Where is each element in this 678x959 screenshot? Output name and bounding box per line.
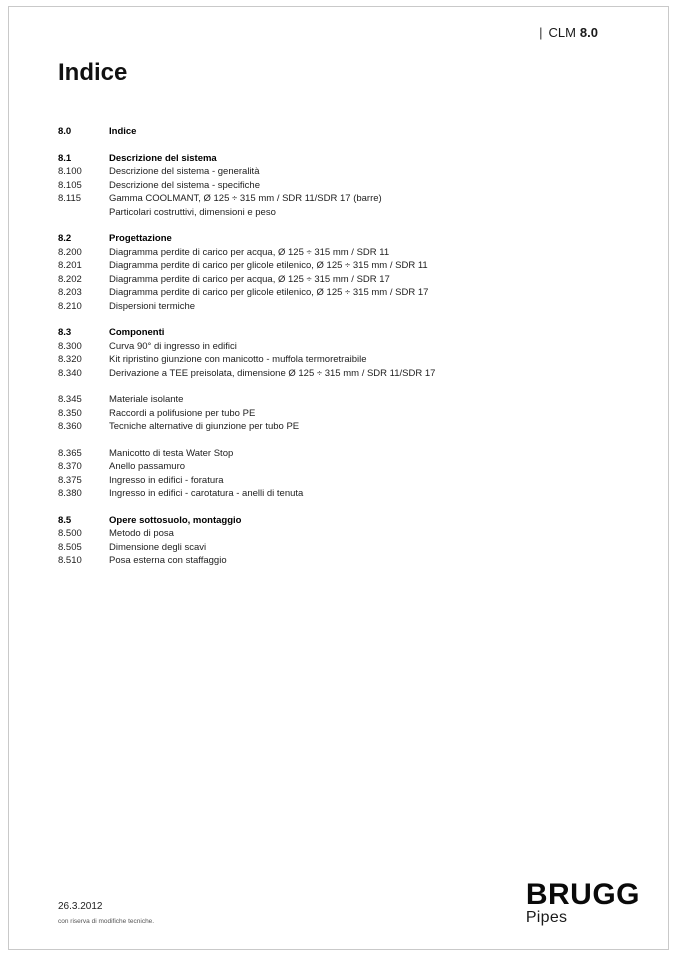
toc-row-label: Ingresso in edifici - foratura (109, 474, 224, 486)
toc-row (58, 487, 632, 501)
toc-row (58, 474, 632, 488)
toc-group (58, 125, 632, 139)
toc-row-number: 8.0 (58, 126, 72, 137)
toc-row (58, 367, 632, 381)
doc-code (539, 25, 598, 40)
toc-row (58, 514, 632, 528)
toc-row-number: 8.202 (58, 273, 82, 285)
brand-subtitle: Pipes (525, 909, 568, 926)
toc-row-label: Materiale isolante (109, 394, 184, 405)
toc-row-number: 8.203 (58, 287, 82, 298)
toc-row (58, 393, 632, 407)
toc-row-number (58, 206, 109, 220)
brand-logo (525, 878, 640, 927)
toc-row (58, 232, 632, 246)
document-page (8, 6, 669, 950)
toc-row-number: 8.380 (58, 488, 82, 499)
toc-row-label: Descrizione del sistema - generalità (109, 166, 260, 177)
footer-date: 26.3.2012 (58, 901, 103, 912)
toc-row (58, 541, 632, 555)
footer (58, 901, 154, 925)
toc-row (58, 447, 632, 461)
toc-row-number: 8.1 (58, 152, 72, 164)
toc-row-label: Metodo di posa (109, 528, 174, 539)
toc-row-label: Descrizione del sistema - specifiche (109, 179, 261, 191)
toc-row-number: 8.210 (58, 300, 82, 312)
toc-row (58, 407, 632, 421)
toc-row-label: Descrizione del sistema (109, 152, 217, 164)
toc-row-label: Particolari costruttivi, dimensioni e peso (109, 206, 276, 218)
brand-name: BRUGG (525, 878, 640, 911)
toc-row (58, 340, 632, 354)
toc-row-label: Manicotto di testa Water Stop (109, 447, 234, 459)
toc-row-number: 8.350 (58, 407, 82, 419)
toc-group (58, 447, 632, 501)
toc-row-label: Componenti (109, 327, 165, 338)
toc-row (58, 192, 632, 206)
toc-row-label: Tecniche alternative di giunzione per tubo PE (109, 421, 300, 432)
toc-row-label: Derivazione a TEE preisolata, dimensione Ø 125 ÷ 315 mm / SDR 11/SDR 17 (109, 367, 436, 379)
toc-row-number: 8.100 (58, 166, 82, 177)
page-title: Indice (58, 59, 128, 86)
toc-row-number: 8.2 (58, 233, 72, 244)
toc-row-number: 8.300 (58, 340, 82, 352)
toc-row-label: Curva 90° di ingresso in edifici (109, 340, 237, 352)
toc-row-number: 8.370 (58, 461, 82, 472)
toc-row (58, 206, 632, 220)
doc-code-number: 8.0 (579, 25, 598, 40)
toc-row-label: Diagramma perdite di carico per glicole etilenico, Ø 125 ÷ 315 mm / SDR 11 (109, 260, 428, 271)
toc-row-label: Diagramma perdite di carico per glicole etilenico, Ø 125 ÷ 315 mm / SDR 17 (109, 287, 429, 298)
toc-row-number: 8.505 (58, 541, 82, 553)
toc-row (58, 165, 632, 179)
toc-row-number: 8.510 (58, 555, 82, 566)
toc-group (58, 232, 632, 313)
toc-row-number: 8.5 (58, 514, 72, 526)
toc-group (58, 514, 632, 568)
toc-row-number: 8.3 (58, 327, 72, 338)
toc-row-label: Ingresso in edifici - carotatura - anelli di tenuta (109, 488, 304, 499)
toc-group (58, 326, 632, 380)
toc-row (58, 273, 632, 287)
toc-row-number: 8.375 (58, 474, 82, 486)
toc-row (58, 286, 632, 300)
toc-row (58, 554, 632, 568)
doc-code-prefix: CLM (548, 25, 576, 40)
toc-row-number: 8.115 (58, 193, 82, 204)
toc-row (58, 326, 632, 340)
toc-row-label: Diagramma perdite di carico per acqua, Ø 125 ÷ 315 mm / SDR 11 (109, 246, 390, 258)
toc-row (58, 152, 632, 166)
toc-row-label: Diagramma perdite di carico per acqua, Ø 125 ÷ 315 mm / SDR 17 (109, 273, 390, 285)
toc-row-number: 8.105 (58, 179, 82, 191)
toc-group (58, 393, 632, 434)
separator-bar: | (539, 25, 543, 40)
toc-row-number: 8.200 (58, 246, 82, 258)
toc-row-label: Anello passamuro (109, 461, 186, 472)
toc-row-label: Opere sottosuolo, montaggio (109, 514, 242, 526)
toc-row (58, 179, 632, 193)
footer-disclaimer: con riserva di modifiche tecniche. (58, 918, 155, 925)
toc-row (58, 527, 632, 541)
toc-row (58, 420, 632, 434)
toc-row-label: Indice (109, 126, 137, 137)
toc-row-number: 8.340 (58, 367, 82, 379)
toc-row-label: Posa esterna con staffaggio (109, 555, 227, 566)
toc-row-label: Raccordi a polifusione per tubo PE (109, 407, 256, 419)
toc-row-number: 8.360 (58, 421, 82, 432)
toc-row-number: 8.320 (58, 354, 82, 365)
toc-row (58, 125, 632, 139)
toc-row-number: 8.365 (58, 447, 82, 459)
toc-row-number: 8.201 (58, 260, 82, 271)
toc-row (58, 259, 632, 273)
toc-row-label: Dispersioni termiche (109, 300, 196, 312)
toc-row (58, 300, 632, 314)
toc-row (58, 460, 632, 474)
toc-row-number: 8.345 (58, 394, 82, 405)
toc-row-label: Kit ripristino giunzione con manicotto - muffola termoretraibile (109, 354, 367, 365)
table-of-contents (58, 125, 632, 581)
toc-row-number: 8.500 (58, 528, 82, 539)
toc-row-label: Progettazione (109, 233, 172, 244)
toc-row-label: Gamma COOLMANT, Ø 125 ÷ 315 mm / SDR 11/SDR 17 (barre) (109, 193, 382, 204)
toc-row (58, 353, 632, 367)
toc-group (58, 152, 632, 220)
toc-row (58, 246, 632, 260)
toc-row-label: Dimensione degli scavi (109, 541, 207, 553)
